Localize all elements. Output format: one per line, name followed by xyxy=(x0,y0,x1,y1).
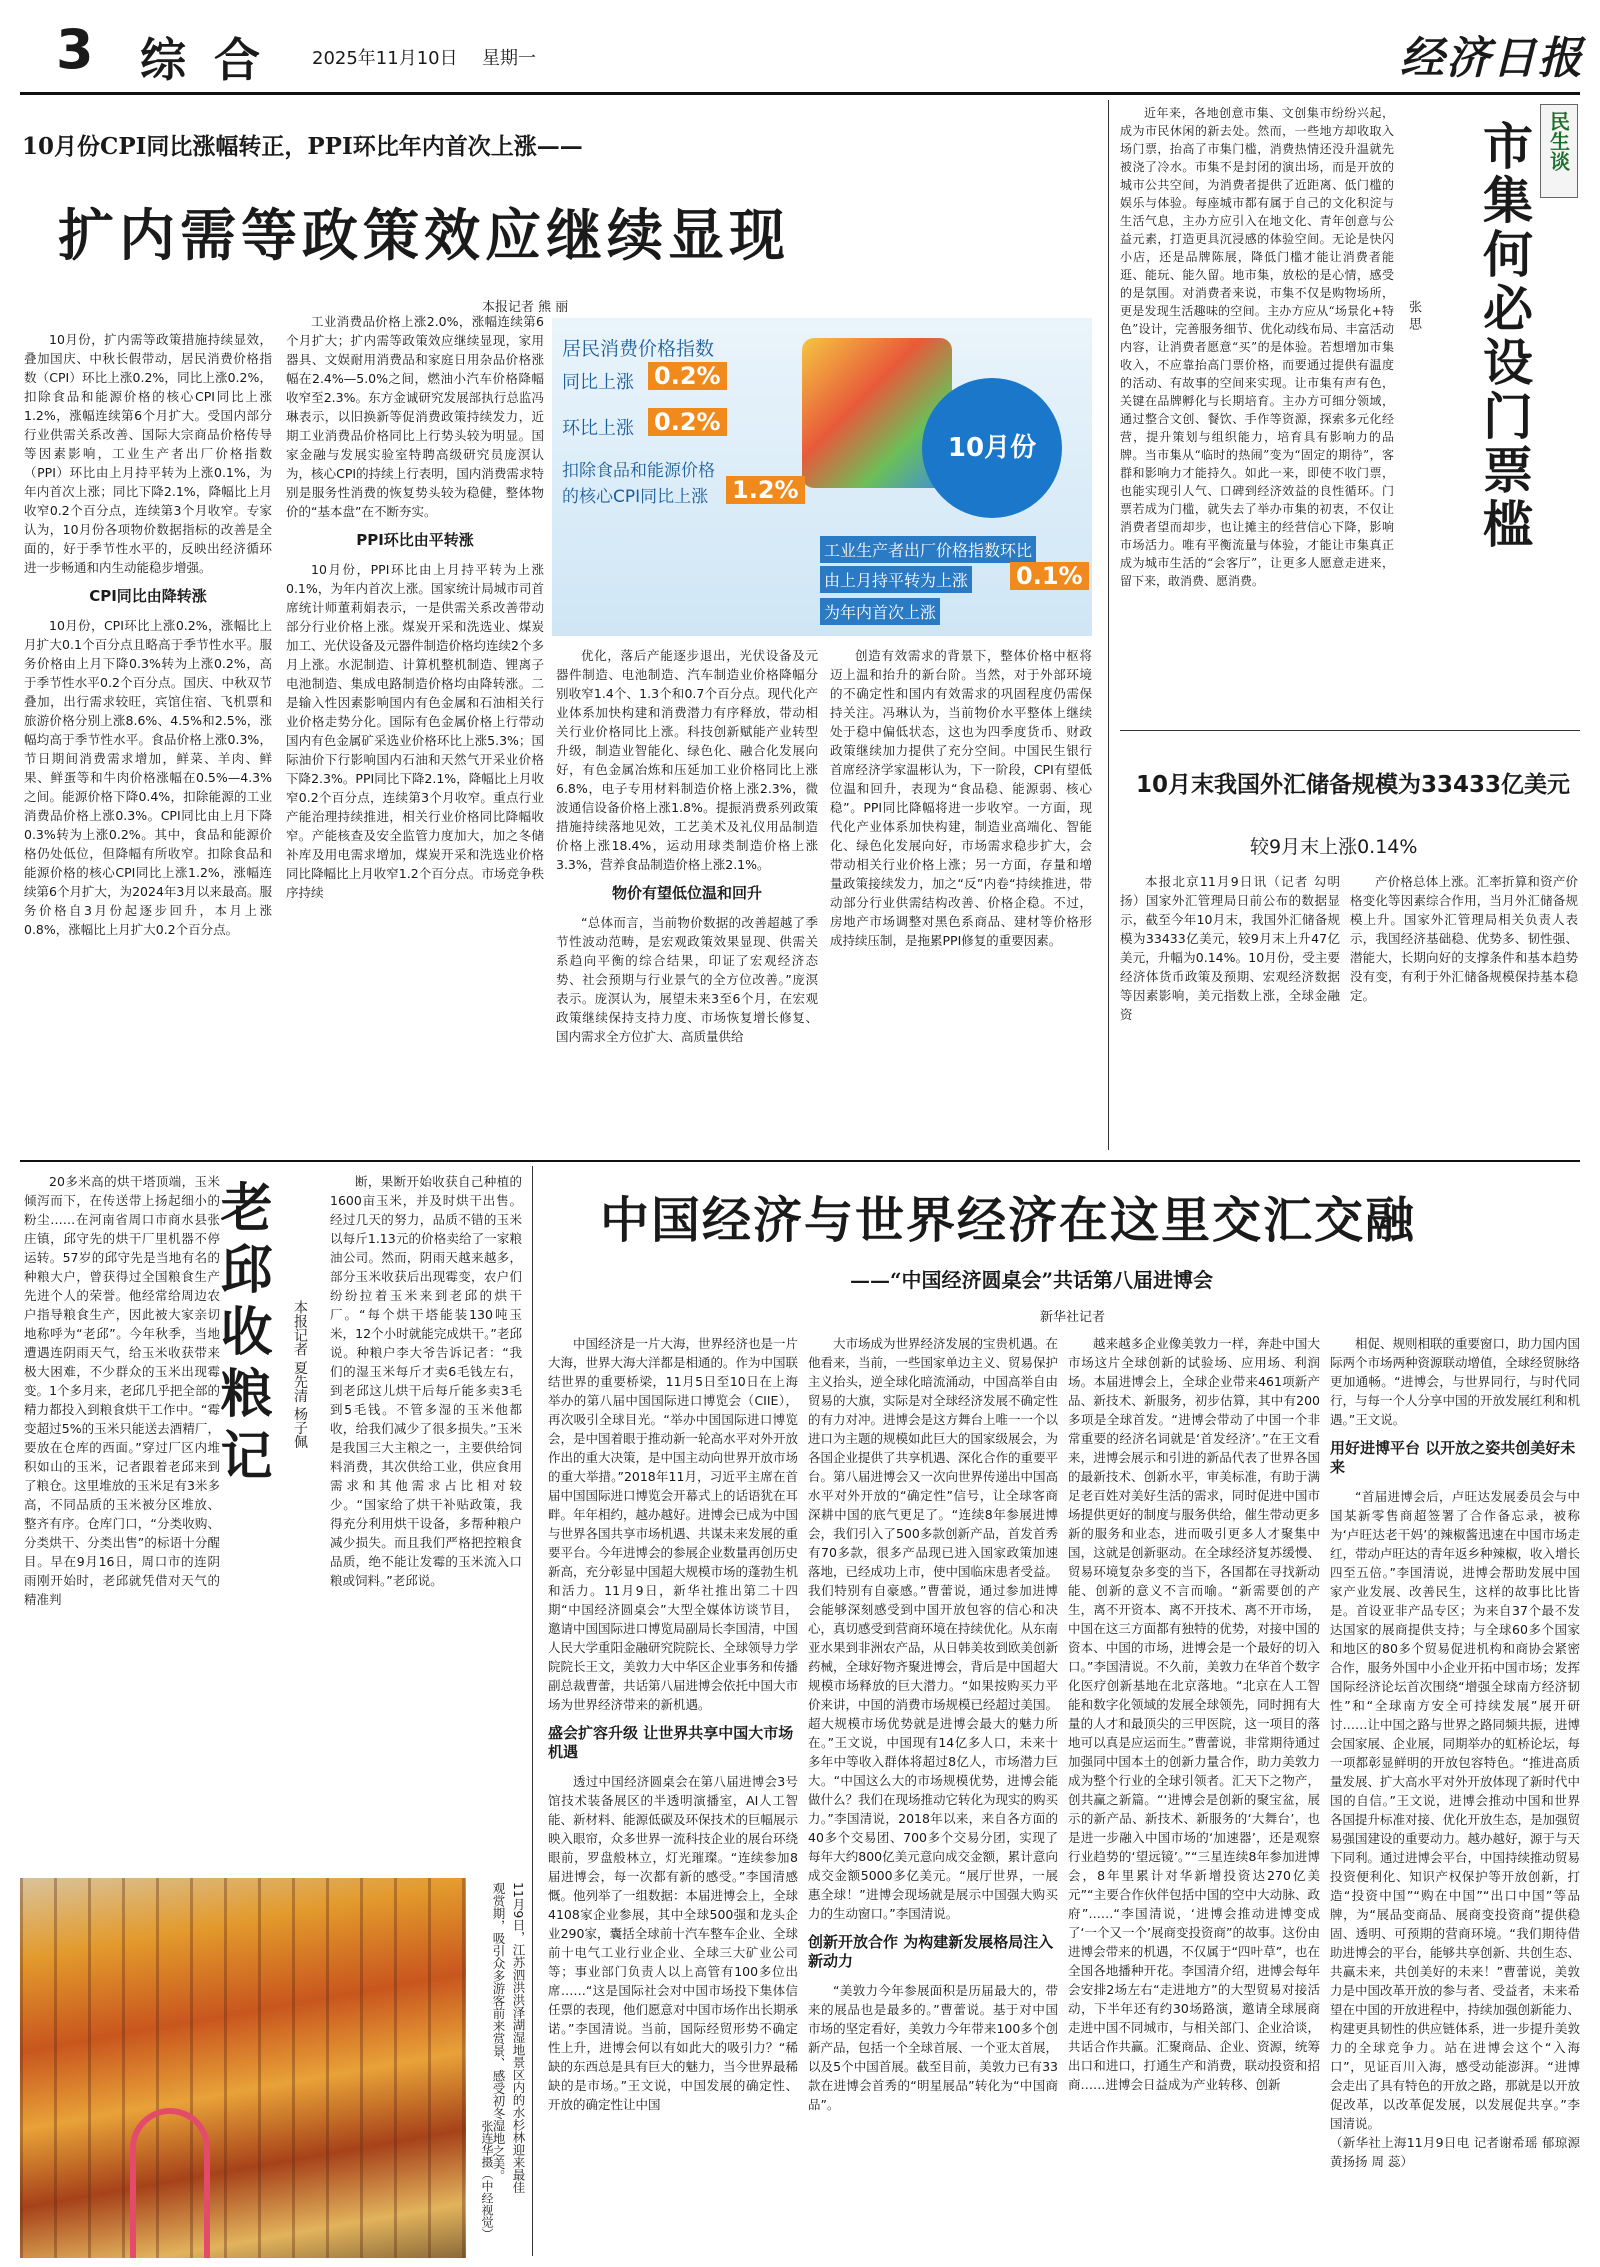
ciie-byline: 新华社记者 xyxy=(1040,1310,1106,1325)
cpi-mom-value: 0.2% xyxy=(648,408,727,436)
cpi-subhead-3: 物价有望低位温和回升 xyxy=(611,884,762,902)
laoqiu-column-2 xyxy=(330,1172,522,1868)
minsheng-author: 张 思 xyxy=(1406,300,1421,331)
cpi-col1b-text: 10月份，CPI环比上涨0.2%，涨幅比上月扩大0.1个百分点且略高于季节性水平。服务价格由上月下降0.3%转为上涨0.2%，高于季节性水平0.2个百分点。国庆、中秋双节叠加，出行需求较旺，宾馆住宿、飞机票和旅游价格分别上涨8.6%、4.5%和2.5%，涨幅均高于季节性水平。食品价格上涨0.3%，节日期间消费需求增加，鲜菜、羊肉、鲜果、鲜蛋等和牛肉价格涨幅在0.5%—4.3%之间。能源价格下降0.4%，扣除能源的工业消费品价格上涨0.3%。CPI同比由上月下降0.3%转为上涨0.2%。其中，食品和能源价格仍处低位，但降幅有所收窄。扣除食品和能源价格的核心CPI同比上涨1.2%，涨幅连续第6个月扩大，为2024年3月以来最高。服务价格自3月份起逐步回升，本月上涨0.8%，涨幅比上月扩大0.2个百分点。 xyxy=(24,618,272,937)
cpi-infographic xyxy=(552,318,1092,636)
cpi-col3-text: 优化，落后产能逐步退出，光伏设备及元器件制造、电池制造、汽车制造业价格降幅分别收窄1.4个、1.3个和0.7个百分点。现代化产业体系加快构建和消费潜力有序释放，带动相关行业价格同比上涨。科技创新赋能产业转型升级，制造业智能化、绿色化、融合化发展向好，有色金属冶炼和压延加工业价格同比上涨6.8%，电子专用材料制造价格上涨2.3%，微波通信设备价格上涨1.8%。提振消费系列政策措施持续落地见效，工艺美术及礼仪用品制造价格上涨18.4%，运动用球类制造价格上涨3.3%，营养食品制造价格上涨2.1%。 xyxy=(556,648,818,872)
ciie-subhead-4: 用好进博平台 以开放之姿共创美好未来 xyxy=(1330,1439,1576,1476)
ciie-subhead: ——“中国经济圆桌会”共话第八届进博会 xyxy=(850,1268,1214,1292)
minsheng-body xyxy=(1120,104,1394,714)
cpi-headline: 扩内需等政策效应继续显现 xyxy=(58,204,790,269)
divider-top-right xyxy=(1108,100,1109,1150)
ppi-value: 0.1% xyxy=(1010,562,1089,590)
photo-caption: 11月9日，江苏泗洪洪泽湖湿地景区内的水杉林迎来最佳观赏期，吸引众多游客前来赏景、感受初冬湿地之美。 xyxy=(491,1882,526,2194)
ppi-label-2: 由上月持平转为上涨 xyxy=(820,566,972,593)
minsheng-tag xyxy=(1540,104,1578,198)
divider-forex-top xyxy=(1120,730,1580,731)
laoqiu-col1-text: 20多米高的烘干塔顶端，玉米倾泻而下，在传送带上扬起细小的粉尘……在河南省周口市商水县张庄镇，邱守先的烘干厂里机器不停运转。57岁的邱守先是当地有名的种粮大户，曾获得过全国粮食生产先进个人的荣誉。他经常给周边农户指导粮食生产，因此被大家亲切地称呼为“老邱”。今年秋季，当地遭遇连阴雨天气，给玉米收获带来极大困难，不少群众的玉米出现霉变。1个多月来，老邱几乎把全部的精力都投入到粮食烘干工作中。“霉变超过5%的玉米只能送去酒精厂，要放在仓库的西面。”穿过厂区内堆积如山的玉米，记者跟着老邱来到了粮仓。这里堆放的玉米足有3米多高，不同品质的玉米被分区堆放、整齐有序。仓库门口，“分类收购、分类烘干、分类出售”的标语十分醒目。早在9月16日，周口市的连阴雨刚开始时，老邱就凭借对天气的精准判 xyxy=(24,1174,220,1607)
divider-mid xyxy=(20,1160,1580,1162)
cpi-col4-text: 创造有效需求的背景下，整体价格中枢将迈上温和抬升的新台阶。当然，对于外部环境的不确定性和国内有效需求的巩固程度仍需保持关注。冯琳认为，当前物价水平整体上继续处于稳中偏低状态，这也为四季度货币、财政政策继续加力提供了充分空间。中国民生银行首席经济学家温彬认为，下一阶段，CPI有望低位温和回升，表现为“食品稳、能源弱、核心稳”。PPI同比降幅将进一步收窄。一方面，现代化产业体系加快构建，制造业高端化、智能化、绿色化发展向好，市场需求稳步扩大，会带动相关行业价格上涨；另一方面，存量和增量政策接续发力，加之“反”内卷“持续推进，带动部分行业供需结构改善、价格企稳。不过，房地产市场调整对黑色系商品、建材等价格形成持续压制，是拖累PPI修复的重要因素。 xyxy=(830,648,1092,948)
month-badge: 10月份 xyxy=(922,378,1062,518)
minsheng-title: 市集何必设门票槛 xyxy=(1475,120,1533,552)
forex-column-2 xyxy=(1350,872,1578,1148)
cpi-yoy-value: 0.2% xyxy=(648,362,727,390)
ciie-col2b-text: “美敦力今年参展面积是历届最大的，带来的展品也是最多的。”曹蕾说。基于对中国市场的坚定看好，美敦力今年带来100多个创新产品，包括一个全球首展、一个亚太首展，以及5个中国首展。截至目前，美敦力已有33款在进博会首秀的“明星展品”转化为“中国商品”。 xyxy=(808,1983,1058,2112)
ciie-col2-text: 大市场成为世界经济发展的宝贵机遇。在他看来，当前，一些国家单边主义、贸易保护主义抬头，逆全球化暗流涌动，中国高举自由贸易的大旗，实际是对全球经济发展不确定性的有力对冲。进博会是这方舞台上唯一一个以进口为主题的规模如此巨大的国家级展会，为各国企业提供了共享机遇、深化合作的重要平台。第八届进博会又一次向世界传递出中国高水平对外开放的“确定性”信号，让全球客商深耕中国的底气更足了。“连续8年参展进博会，我们引入了500多款创新产品，首发首秀有70多款，很多产品现已进入国家政策加速落地，已经成功上市，使中国临床患者受益。我们特别有自豪感。”曹蕾说，通过参加进博会能够深刻感受到中国开放包容的信心和决心，真切感受到营商环境在持续优化。从东南亚水果到非洲农产品，从日韩美妆到欧美创新药械，全球好物齐聚进博会，背后是中国超大规模市场释放的巨大潜力。“如果按购买力平价来讲，中国的消费市场规模已经超过美国。超大规模市场优势就是进博会最大的魅力所在。”王文说，中国现有14亿多人口，未来十多年中等收入群体将超过8亿人，市场潜力巨大。“中国这么大的市场规模优势，进博会能做什么？我们在现场推动它转化为现实的购买力。”李国清说，2018年以来，来自各方面的40多个交易团、700多个交易分团，实现了每年大约800亿美元意向成交金额，累计意向成交金额5000多亿美元。“展厅世界，一展惠全球！”进博会现场就是展示中国强大购买力的生动窗口。”李国清说。 xyxy=(808,1336,1058,1921)
ciie-subhead-2: 创新开放合作 为构建新发展格局注入新动力 xyxy=(808,1933,1054,1970)
ciie-headline: 中国经济与世界经济在这里交汇交融 xyxy=(600,1192,1417,1249)
masthead-rule xyxy=(20,92,1580,95)
cpi-subhead-1: CPI同比由降转涨 xyxy=(89,587,207,605)
laoqiu-col2-text: 断，果断开始收获自己种植的1600亩玉米，并及时烘干出售。经过几天的努力，品质不错的玉米以每斤1.13元的价格卖给了一家粮油公司。然而，阴雨天越来越多，部分玉米收获后出现霉变，农户们纷纷拉着玉米来到老邱的烘干厂。“每个烘干塔能装130吨玉米，12个小时就能完成烘干。”老邱说。种粮户李大爷告诉记者：“我们的湿玉米每斤才卖6毛钱左右，到老邱这儿烘干后每斤能多卖3毛到5毛钱。不管多湿的玉米他都收，给我们减少了很多损失。”玉米是我国三大主粮之一，主要供给饲料消费，其次供给工业，供应食用需求和其他需求占比相对较少。“国家给了烘干补贴政策，我得充分利用烘干设备，多帮种粮户减少损失。而且我们严格把控粮食品质，绝不能让发霉的玉米流入口粮或饲料。”老邱说。 xyxy=(330,1174,522,1588)
issue-date: 2025年11月10日 xyxy=(312,48,458,69)
ciie-col3-text: 越来越多企业像美敦力一样，奔赴中国大市场这片全球创新的试验场、应用场、利润场。本届进博会上，全球企业带来461项新产品、新技术、新服务，初步估算，其中有200多项是全球首发。“进博会带动了中国一个非常重要的经济名词就是‘首发经济’。”在王文看来，进博会展示和引进的新品代表了世界各国的最新技术、创新水平，审美标准，有助于满足老百姓对美好生活的需求，同时促进中国市场提供更好的制度与服务供给，催生带动更多新的服务和业态，进而吸引更多人才聚集中国，这就是创新驱动。在全球经济复苏缓慢、贸易环境复杂多变的当下，各国都在寻找新动能、创新的意义不言而喻。“新需要创的产生，离不开资本、离不开技术、离不开市场，中国在这三方面都有独特的优势，对接中国的资本、中国的市场，进博会是一个最好的切入口。”李国清说。不久前，美敦力在华首个数字化医疗创新基地在北京落地。“北京在人工智能和数字化领域的发展全球领先，同时拥有大量的人才和最顶尖的三甲医院，这一项目的落地可以真是应运而生。”曹蕾说，非常期待通过加强同中国本土的创新力量合作，助力美敦力成为整个行业的全球引领者。汇天下之物产，创共赢之新篇。“‘进博会是创新的聚宝盆，展示的新产品、新技术、新服务的‘大舞台’，也是进一步融入中国市场的‘加速器’，还是观察行业趋势的‘望远镜’。”“三星连续8年参加进博会，8年里累计对华新增投资达270亿美元”“主要合作伙伴包括中国的空中大动脉、政府”……“李国清说，‘进博会推动进博变成了‘一个又一个’展商变投资商”的故事。这份由进博会带来的机遇，不仅属于“四叶草”，也在全国各地播种开花。李国清介绍，进博会每年会安排2场左右“走进地方”的大型贸易对接活动，下半年还有约30场路演，邀请全球展商走进中国不同城市，与相关部门、企业洽谈，共话合作共赢。汇聚商品、企业、资源，统筹出口和进口，打通生产和消费，联动投资和招商……进博会日益成为产业转移、创新 xyxy=(1068,1336,1320,2092)
weekday: 星期一 xyxy=(482,48,536,69)
ppi-label-3: 为年内首次上涨 xyxy=(820,598,940,625)
laoqiu-byline: 本报记者 夏先清 杨子佩 xyxy=(292,1300,308,1449)
ciie-column-4 xyxy=(1330,1334,1580,2258)
masthead xyxy=(0,0,1600,92)
ciie-column-2 xyxy=(808,1334,1058,2258)
ciie-col4b-text: “首届进博会后，卢旺达发展委员会与中国某新零售商超签署了合作备忘录，被称为‘卢旺达老干妈’的辣椒酱迅速在中国市场走红，带动卢旺达的青年返乡种辣椒，收入增长四至五倍。”李国清说，进博会帮助发展中国家产业发展、改善民生，这样的故事比比皆是。首设亚非产品专区；为来自37个最不发达国家的展商提供支持；与全球60多个国家和地区的80多个贸易促进机构和商协会紧密合作，服务外国中小企业开拓中国市场；发挥国际经济论坛首次围绕“增强全球南方经济韧性”和“全球南方安全可持续发展”展开研讨……让中国之路与世界之路同频共振，进博会国家展、企业展，同期举办的虹桥论坛，每一项都彰显鲜明的开放包容特色。“推进高质量发展、扩大高水平对外开放体现了新时代中国的自信。”王文说，进博会推动中国和世界各国提升标准对接、优化开放生态，是加强贸易强国建设的重要动力。越办越好，源于与天下同利。通过进博会平台，中国持续推动贸易投资便利化、知识产权保护等开放创新，打造“投资中国”“购在中国”“出口中国”等品牌，为“展品变商品、展商变投资商”提供稳固、透明、可预期的营商环境。“我们期待借助进博会的平台，能够共享创新、共创生态、共赢未来，共创美好的未来！”曹蕾说，美敦力是中国改革开放的参与者、受益者，未来希望在中国的开放进程中，持续加强创新能力、构建更具韧性的供应链体系，进一步提升美敦力的全球竞争力。站在进博会这个“入海口”，见证百川入海，感受动能澎湃。“进博会走出了具有特色的开放之路，那就是以开放促改革，以改革促发展，以发展促共享。”李国清说。 xyxy=(1330,1489,1580,2131)
ciie-subhead-1: 盛会扩容升级 让世界共享中国大市场机遇 xyxy=(548,1724,794,1761)
paper-logo: 经济日报 xyxy=(1400,33,1584,84)
core-label-1: 扣除食品和能源价格 xyxy=(562,461,715,481)
cpi-column-3 xyxy=(556,646,818,1150)
forest-photo xyxy=(20,1878,466,2258)
ciie-column-3 xyxy=(1068,1334,1320,2258)
ciie-column-1 xyxy=(548,1334,798,2258)
photo-credit: 张连华摄（中经视觉） xyxy=(480,2120,494,2240)
photo-trees xyxy=(20,1878,466,2258)
ciie-col1-text: 中国经济是一片大海，世界经济也是一片大海，世界大海大洋都是相通的。作为中国联结世界的重要桥梁，11月5日至10日在上海举办的第八届中国国际进口博览会（CIIE），再次吸引全球目光。“举办中国国际进口博览会，是中国着眼于推动新一轮高水平对外开放作出的重大决策，是中国主动向世界开放市场的重大举措。”2018年11月，习近平主席在首届中国国际进口博览会开幕式上的话语犹在耳畔。年年相约，越办越好。进博会已成为中国与世界各国共享市场机遇、共谋未来发展的重要平台。今年进博会的参展企业数量再创历史新高，充分彰显中国超大规模市场的蓬勃生机和活力。11月9日，新华社推出第二十四期“中国经济圆桌会”大型全媒体访谈节目，邀请中国国际进口博览局副局长李国清，中国人民大学重阳金融研究院院长、全球领导力学院院长王文，美敦力大中华区企业事务和传播副总裁曹蕾，共话第八届进博会依托中国大市场为世界经济带来的新机遇。 xyxy=(548,1336,798,1712)
core-value: 1.2% xyxy=(726,476,805,504)
photo-walkway xyxy=(130,2108,210,2258)
cpi-subhead-2: PPI环比由平转涨 xyxy=(356,531,474,549)
ciie-sign: （新华社上海11月9日电 记者谢希瑶 郁琼源 黄扬扬 周 蕊） xyxy=(1330,2135,1580,2169)
cpi-yoy-label: 同比上涨 xyxy=(562,372,634,393)
forex-column-1 xyxy=(1120,872,1340,1148)
ciie-col1b-text: 透过中国经济圆桌会在第八届进博会3号馆技术装备展区的半透明演播室，AI人工智能、新材料、能源低碳及环保技术的巨幅展示映入眼帘，众多世界一流科技企业的展台环绕眼前，罗盘般林立，灯光璀璨。“连续参加8届进博会，每一次都有新的感受。”李国清感慨。他列举了一组数据：本届进博会上，全球4108家企业参展，其中全球500强和龙头企业290家，囊括全球前十汽车整车企业、全球前十电气工业行业企业、全球三大矿业公司等；事业部门负责人以上高管有100多位出席……“这是国际社会对中国市场投下集体信任票的表现，他们愿意对中国市场作出长期承诺。”李国清说。当前，国际经贸形势不确定性上升，进博会何以有如此大的吸引力？“稀缺的东西总是具有巨大的魅力，当今世界最稀缺的是市场。”王文说，中国发展的确定性、开放的确定性让中国 xyxy=(548,1774,798,2112)
forex-col1-text: 本报北京11月9日讯（记者 勾明扬）国家外汇管理局日前公布的数据显示，截至今年10月末，我国外汇储备规模为33433亿美元，较9月末上升47亿美元，升幅为0.14%。10月份，受主要经济体货币政策及预期、宏观经济数据等因素影响，美元指数上涨，全球金融资 xyxy=(1120,874,1340,1022)
laoqiu-column-1 xyxy=(24,1172,220,1868)
minsheng-tag-text: 民生谈 xyxy=(1546,111,1571,171)
forex-col2-text: 产价格总体上涨。汇率折算和资产价格变化等因素综合作用，当月外汇储备规模上升。国家外汇管理局相关负责人表示，我国经济基础稳、优势多、韧性强、潜能大，长期向好的支撑条件和基本趋势没有变，有利于外汇储备规模保持基本稳定。 xyxy=(1350,874,1578,1003)
cpi-col1-text: 10月份，扩内需等政策措施持续显效，叠加国庆、中秋长假带动，居民消费价格指数（CPI）环比上涨0.2%，同比上涨0.2%，扣除食品和能源价格的核心CPI同比上涨1.2%，涨幅连续第6个月扩大。受国内部分行业供需关系改善、国际大宗商品价格传导等因素影响，工业生产者出厂价格指数（PPI）环比由上月持平转为上涨0.1%，为年内首次上涨；同比下降2.1%，降幅比上月收窄0.2个百分点，连续第3个月收窄。专家认为，10月份各项物价数据指标的改善是全面的，好于季节性水平的，反映出经济循环进一步畅通和内生动能稳步增强。 xyxy=(24,332,272,575)
forex-subhead: 较9月末上涨0.14% xyxy=(1250,836,1418,858)
laoqiu-title: 老邱收粮记 xyxy=(211,1180,271,1490)
cpi-column-1 xyxy=(24,330,272,1150)
section-name: 综 合 xyxy=(140,33,267,87)
ppi-label-1: 工业生产者出厂价格指数环比 xyxy=(820,536,1036,563)
cpi-mom-label: 环比上涨 xyxy=(562,418,634,439)
forex-headline: 10月末我国外汇储备规模为33433亿美元 xyxy=(1136,772,1571,798)
core-label-2: 的核心CPI同比上涨 xyxy=(562,487,709,507)
minsheng-text: 近年来，各地创意市集、文创集市纷纷兴起，成为市民休闲的新去处。然而，一些地方却收取入场门票，抬高了市集门槛，消费热情还没升温就先被浇了冷水。市集不是封闭的演出场，而是开放的城市公共空间，为消费者提供了近距离、低门槛的娱乐与体验。每座城市都有属于自己的文化积淀与生活气息，主办方应引入在地文化、青年创意与公益元素，打造更具沉浸感的体验空间。无论是快闪小店，还是品牌陈展，降低门槛才能让消费者能逛、能玩、能久留。地市集，放松的是心情，感受的是氛围。对消费者来说，市集不仅是购物场所，更是发现生活趣味的空间。主办方应从“场景化+特色”设计，完善服务细节、优化动线布局、丰富活动内容，让消费者愿意“买”的是体验。若想增加市集收入，不应靠抬高门票价格，而要通过提供有温度的活动、有故事的空间来实现。让市集有声有色，关键在品牌孵化与长期培育。主办方可细分领域，通过整合文创、餐饮、手作等资源，探索多元化经营，提升策划与组织能力，培育具有影响力的品牌。当市集从“临时的热闹”变为“固定的期待”，客群和影响力才能持久。如此一来，即使不收门票，也能实现引人气、口碑到经济效益的良性循环。门票若成为门槛，就失去了举办市集的初衷，不仅让消费者望而却步，也让摊主的经营信心下降，影响市场活力。唯有平衡流量与体验，才能让市集真正成为城市生活的“会客厅”，让更多人愿意走进来，留下来，敢消费、愿消费。 xyxy=(1120,106,1394,588)
divider-bottom-left xyxy=(532,1166,533,2256)
cpi-col2b-text: 10月份，PPI环比由上月持平转为上涨0.1%，为年内首次上涨。国家统计局城市司首席统计师董莉娟表示，一是供需关系改善带动部分行业价格上涨。煤炭开采和洗选业、煤炭加工、光伏设备及元器件制造价格均连续2个多月上涨。水泥制造、计算机整机制造、锂离子电池制造、集成电路制造价格均由降转涨。二是输入性因素影响国内有色金属和石油相关行业价格走势分化。国际有色金属价格上行带动国内有色金属矿采选业价格环比上涨5.3%；国际油价下行影响国内石油和天然气开采业价格下降2.3%。PPI同比下降2.1%，降幅比上月收窄0.2个百分点，连续第3个月收窄。重点行业产能治理持续推进，相关行业价格同比降幅收窄。产能核查及安全监管力度加大，加之冬储补库及用电需求增加，煤炭开采和洗选业价格同比降幅比上月收窄1.2个百分点。市场竞争秩序持续 xyxy=(286,562,544,900)
cpi-title: 居民消费价格指数 xyxy=(562,338,715,360)
cpi-column-2 xyxy=(286,312,544,1150)
page-number: 3 xyxy=(56,18,94,81)
cpi-byline: 本报记者 熊 丽 xyxy=(482,300,569,315)
cpi-kicker: 10月份CPI同比涨幅转正，PPI环比年内首次上涨—— xyxy=(22,133,583,160)
ciie-col4-text: 相促、规则相联的重要窗口，助力国内国际两个市场两种资源联动增值，全球经贸脉络更加通畅。“进博会，与世界同行，与时代同行，与每一个人分享中国的开放发展红利和机遇。”王文说。 xyxy=(1330,1336,1580,1427)
cpi-col2-text: 工业消费品价格上涨2.0%，涨幅连续第6个月扩大；扩内需等政策效应继续显现，家用器具、文娱耐用消费品和家庭日用杂品价格涨幅在2.4%—5.0%之间，燃油小汽车价格降幅收窄至2.3%。东方金诚研究发展部执行总监冯琳表示，以旧换新等促消费政策持续发力，近期工业消费品价格同比上行势头较为明显。国家金融与发展实验室特聘高级研究员庞溟认为，核心CPI的持续上行表明，国内消费需求特别是服务性消费的恢复势头较为稳健，整体物价的“基本盘”在不断夯实。 xyxy=(286,314,544,519)
cpi-column-4 xyxy=(830,646,1092,1150)
cpi-col3b-text: “总体而言，当前物价数据的改善超越了季节性波动范畴，是宏观政策效果显现、供需关系趋向平衡的综合结果，印证了宏观经济态势、社会预期与行业景气的全方位改善。”庞溟表示。庞溟认为，展望未来3至6个月，在宏观政策继续保持支持力度、市场恢复增长修复、国内需求全方位扩大、高质量供给 xyxy=(556,915,818,1044)
